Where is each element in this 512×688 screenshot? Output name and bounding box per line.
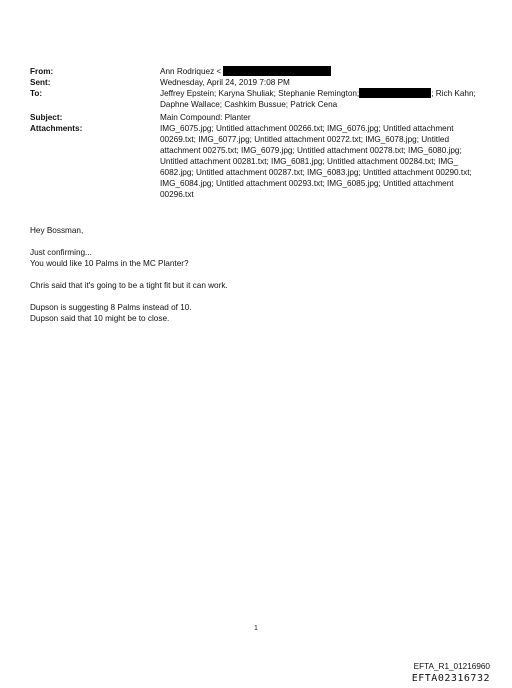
attachments-line: IMG_6075.jpg; Untitled attachment 00266.txt; IMG_6076.jpg; Untitled attachment	[160, 124, 454, 133]
attachments-list	[160, 123, 490, 200]
attachments-row	[30, 123, 490, 200]
attachments-line: IMG_6084.jpg; Untitled attachment 00293.txt; IMG_6085.jpg; Untitled attachment	[160, 179, 454, 188]
subject-row	[30, 112, 490, 123]
paragraph-chris: Chris said that it's going to be a tight fit but it can work.	[30, 281, 228, 290]
sent-value: Wednesday, April 24, 2019 7:08 PM	[160, 78, 290, 87]
to-value-line2: Daphne Wallace; Cashkim Bussue; Patrick Cena	[160, 100, 338, 109]
email-body	[30, 225, 480, 335]
bates-stamp-2: EFTA02316732	[411, 673, 490, 684]
body-line: Just confirming...	[30, 248, 92, 257]
attachments-line: 00269.txt; IMG_6077.jpg; Untitled attachment 00272.txt; IMG_6078.jpg; Untitled	[160, 135, 450, 144]
body-line: You would like 10 Palms in the MC Planter?	[30, 259, 189, 268]
from-label: From:	[30, 67, 54, 76]
sent-row	[30, 77, 490, 88]
subject-label: Subject:	[30, 113, 63, 122]
attachments-line: 00296.txt	[160, 190, 194, 199]
greeting: Hey Bossman,	[30, 226, 84, 235]
from-value: Ann Rodriquez <	[160, 67, 222, 76]
email-header	[30, 66, 490, 200]
attachments-line: 6082.jpg; Untitled attachment 00287.txt; IMG_6083.jpg; Untitled attachment 00290.txt;	[160, 168, 472, 177]
attachments-line: attachment 00275.txt; IMG_6079.jpg; Untitled attachment 00278.txt; IMG_6080.jpg;	[160, 146, 462, 155]
page-number: 1	[254, 625, 258, 632]
paragraph-dupson	[30, 302, 480, 324]
body-line: Dupson is suggesting 8 Palms instead of 10.	[30, 303, 192, 312]
bates-stamp-1: EFTA_R1_01216960	[413, 662, 490, 671]
sent-label: Sent:	[30, 78, 51, 87]
redaction-bar	[359, 88, 431, 98]
to-label: To:	[30, 89, 43, 98]
subject-value: Main Compound: Planter	[160, 113, 251, 122]
body-line: Dupson said that 10 might be to close.	[30, 314, 170, 323]
attachments-label: Attachments:	[30, 124, 83, 133]
from-row	[30, 66, 490, 77]
redaction-bar	[223, 66, 331, 76]
attachments-line: Untitled attachment 00281.txt; IMG_6081.jpg; Untitled attachment 00284.txt; IMG_	[160, 157, 459, 166]
to-row	[30, 88, 490, 110]
paragraph-confirm	[30, 247, 480, 269]
to-value-end: ; Rich Kahn;	[431, 89, 476, 98]
to-value-start: Jeffrey Epstein; Karyna Shuliak; Stephanie Remington;	[160, 89, 360, 98]
